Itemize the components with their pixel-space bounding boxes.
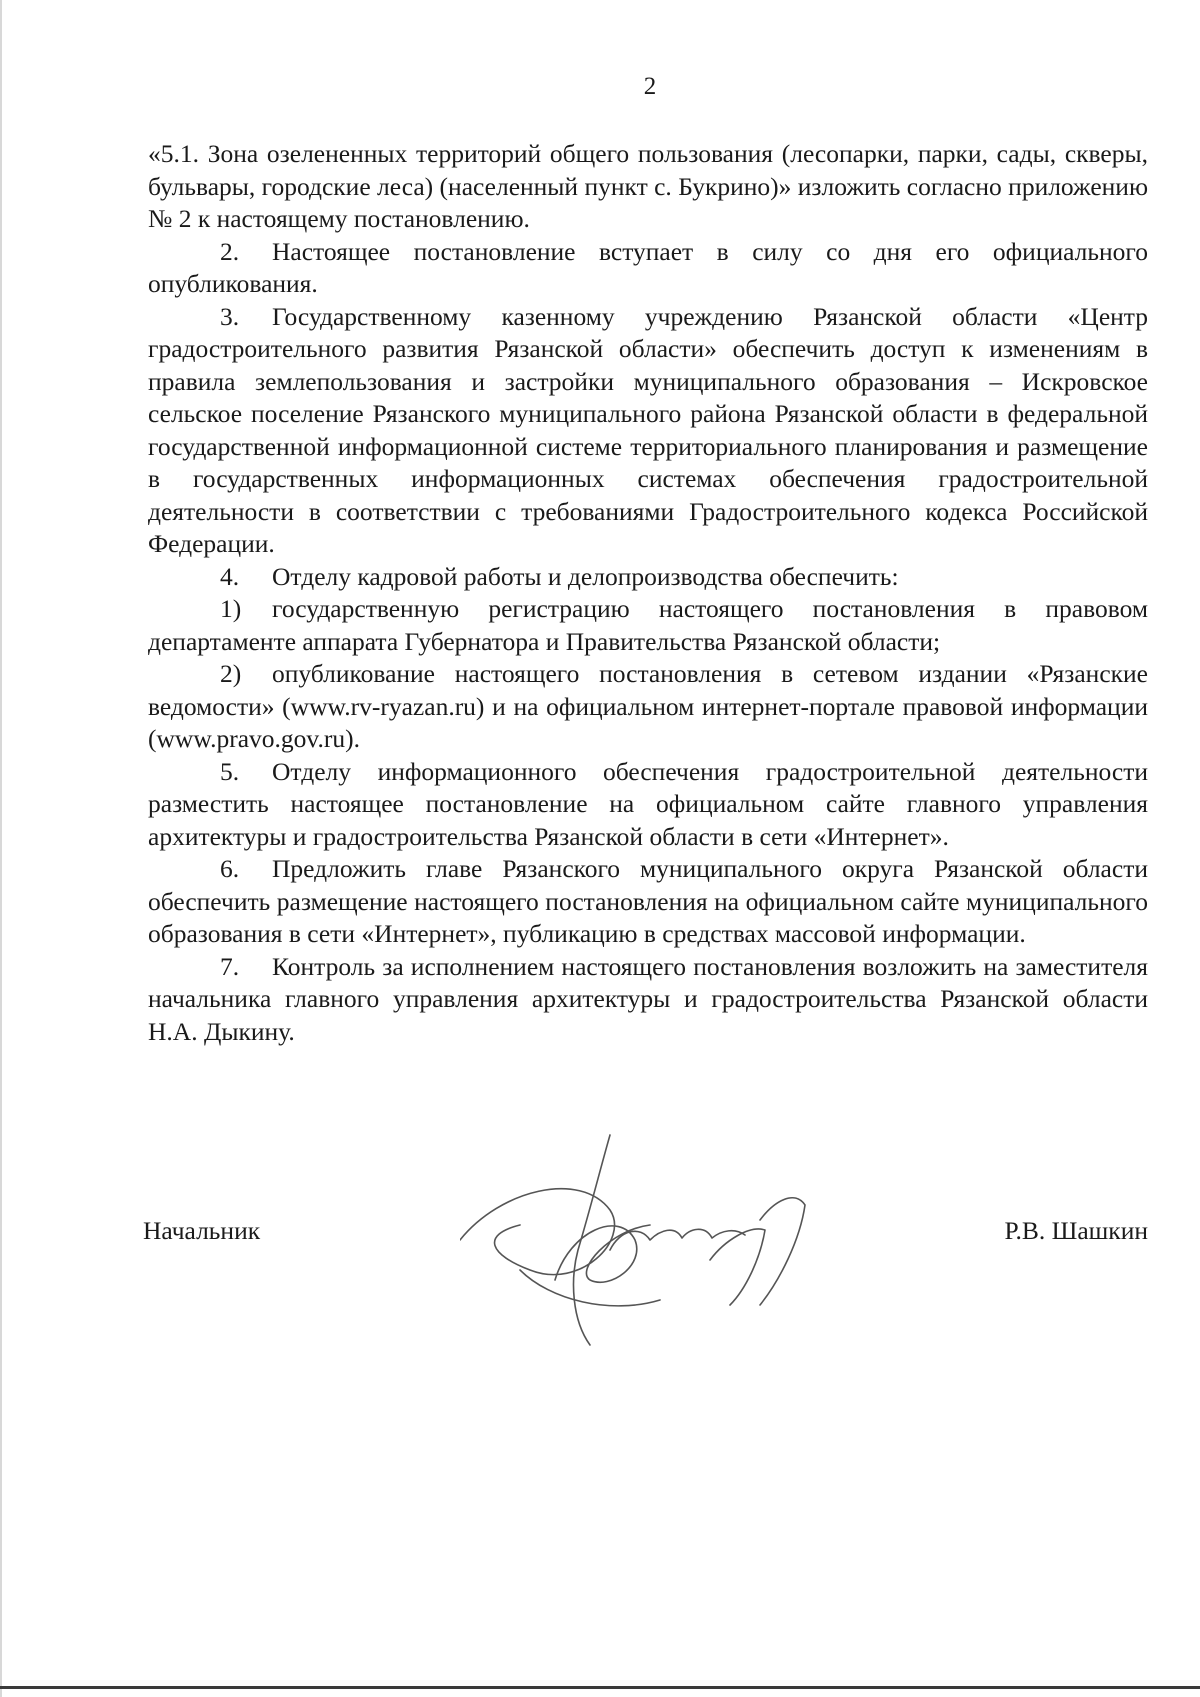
paragraph-4-2 xyxy=(148,658,1148,756)
paragraph-text: Настоящее постановление вступает в силу со дня его официального опубликования. xyxy=(148,236,1148,298)
paragraph-number: 1) xyxy=(220,594,242,623)
paragraph-number: 4. xyxy=(220,561,240,591)
paragraph-3 xyxy=(148,301,1148,561)
paragraph-text: Отделу кадровой работы и делопроизводства обеспечить: xyxy=(272,561,899,591)
paragraph-number: 7. xyxy=(220,951,240,981)
paragraph-text: государственную регистрацию настоящего постановления в правовом департаменте аппарата Губернатора и Правительства Рязанской области; xyxy=(148,594,1148,656)
signatory-name: Р.В. Шашкин xyxy=(1004,1216,1148,1245)
page-number: 2 xyxy=(643,73,657,100)
paragraph-text: Предложить главе Рязанского муниципального округа Рязанской области обеспечить размещение настоящего постановления на официальном сайте муниципального образования в сети «Интернет», публикацию в средствах массовой информации. xyxy=(148,854,1148,948)
paragraph-6 xyxy=(148,853,1148,951)
signature-block xyxy=(143,1215,1148,1255)
document-body xyxy=(148,138,1148,1048)
paragraph-number: 6. xyxy=(220,854,240,883)
paragraph-2 xyxy=(148,236,1148,301)
paragraph-text: Отделу информационного обеспечения градостроительной деятельности разместить настоящее постановление на официальном сайте главного управления архитектуры и градостроительства Рязанской области в сети «Интернет». xyxy=(148,756,1148,851)
paragraph-number: 3. xyxy=(220,301,240,331)
paragraph-4-1 xyxy=(148,593,1148,658)
signatory-title: Начальник xyxy=(143,1216,261,1245)
paragraph-number: 2) xyxy=(220,659,242,688)
paragraph-number: 2. xyxy=(220,236,240,266)
scan-left-edge xyxy=(0,0,2,1697)
paragraph-5 xyxy=(148,756,1148,854)
paragraph-5-1 xyxy=(148,138,1148,236)
paragraph-text: «5.1. Зона озелененных территорий общего пользования (лесопарки, парки, сады, скверы, бульвары, городские леса) (населенный пункт с. Букрино)» изложить согласно приложению № 2 к настоящему постановлению. xyxy=(148,139,1148,233)
paragraph-number: 5. xyxy=(220,756,240,786)
scan-bottom-edge xyxy=(0,1686,1200,1689)
paragraph-7 xyxy=(148,951,1148,1049)
paragraph-4 xyxy=(148,561,1148,594)
paragraph-text: Государственному казенному учреждению Рязанской области «Центр градостроительного развития Рязанской области» обеспечить доступ к изменениям в правила землепользования и застройки муниципального образования – Искровское сельское поселение Рязанского муниципального района Рязанской области в федеральной государственной информационной системе территориального планирования и размещение в государственных информационных системах обеспечения градостроительной деятельности в соответствии с требованиями Градостроительного кодекса Российской Федерации. xyxy=(148,301,1148,558)
paragraph-text: Контроль за исполнением настоящего постановления возложить на заместителя начальника главного управления архитектуры и градостроительства Рязанской области Н.А. Дыкину. xyxy=(148,951,1148,1046)
paragraph-text: опубликование настоящего постановления в сетевом издании «Рязанские ведомости» (www.rv-ryazan.ru) и на официальном интернет-портале правовой информации (www.pravo.gov.ru). xyxy=(148,659,1148,753)
